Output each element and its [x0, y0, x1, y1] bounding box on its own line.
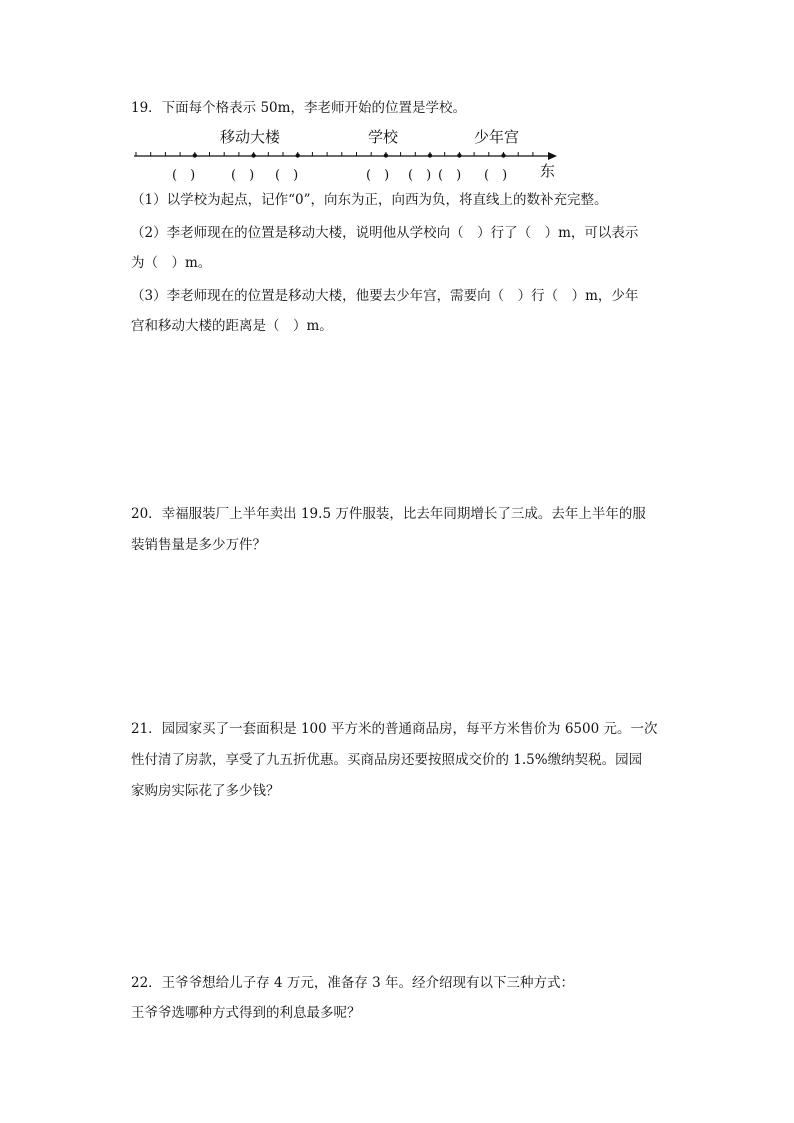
- blank-1: ( ): [172, 168, 196, 183]
- q21-line2: 性付清了房款，享受了九五折优惠。买商品房还要按照成交价的 1.5%缴纳契税。园园: [131, 752, 643, 768]
- axis-point: [457, 153, 461, 157]
- blank-7: ( ): [484, 168, 508, 183]
- axis-point: [384, 153, 388, 157]
- axis-arrow: [548, 152, 557, 160]
- number-line: [128, 126, 568, 186]
- q22-line2: 王爷爷选哪种方式得到的利息最多呢？: [131, 1005, 361, 1021]
- axis-point: [296, 153, 300, 157]
- q19-part2-line2: 为（ ）m。: [131, 255, 212, 271]
- blank-3: ( ): [275, 168, 299, 183]
- blank-2: ( ): [231, 168, 255, 183]
- q19-part1: （1）以学校为起点，记作“0”，向东为正，向西为负，将直线上的数补充完整。: [131, 192, 608, 208]
- q21-line1: 21．园园家买了一套面积是 100 平方米的普通商品房，每平方米售价为 6500 元。一次: [131, 721, 658, 737]
- q20-line1: 20．幸福服装厂上半年卖出 19.5 万件服装，比去年同期增长了三成。去年上半年的服: [131, 506, 646, 522]
- axis-point: [501, 153, 505, 157]
- q22-line1: 22．王爷爷想给儿子存 4 万元，准备存 3 年。经介绍现有以下三种方式：: [131, 975, 575, 991]
- blank-5: ( ): [408, 168, 432, 183]
- label-mobile-building: 移动大楼: [220, 128, 281, 146]
- axis-point: [251, 153, 255, 157]
- blank-6: ( ): [438, 168, 462, 183]
- blank-4: ( ): [366, 168, 390, 183]
- label-youth-palace: 少年宫: [474, 128, 520, 146]
- label-east: 东: [540, 162, 556, 180]
- label-school: 学校: [368, 128, 399, 146]
- q21-line3: 家购房实际花了多少钱？: [131, 783, 280, 799]
- axis-point: [428, 153, 432, 157]
- axis-point: [193, 153, 197, 157]
- q19-part3-line2: 宫和移动大楼的距离是（ ）m。: [131, 318, 333, 334]
- q19-title: 19．下面每个格表示 50m，李老师开始的位置是学校。: [131, 100, 466, 116]
- q19-part3-line1: （3）李老师现在的位置是移动大楼，他要去少年宫，需要向（ ）行（ ）m，少年: [131, 288, 639, 304]
- q20-line2: 装销售量是多少万件？: [131, 537, 266, 553]
- q19-part2-line1: （2）李老师现在的位置是移动大楼，说明他从学校向（ ）行了（ ）m，可以表示: [131, 225, 639, 241]
